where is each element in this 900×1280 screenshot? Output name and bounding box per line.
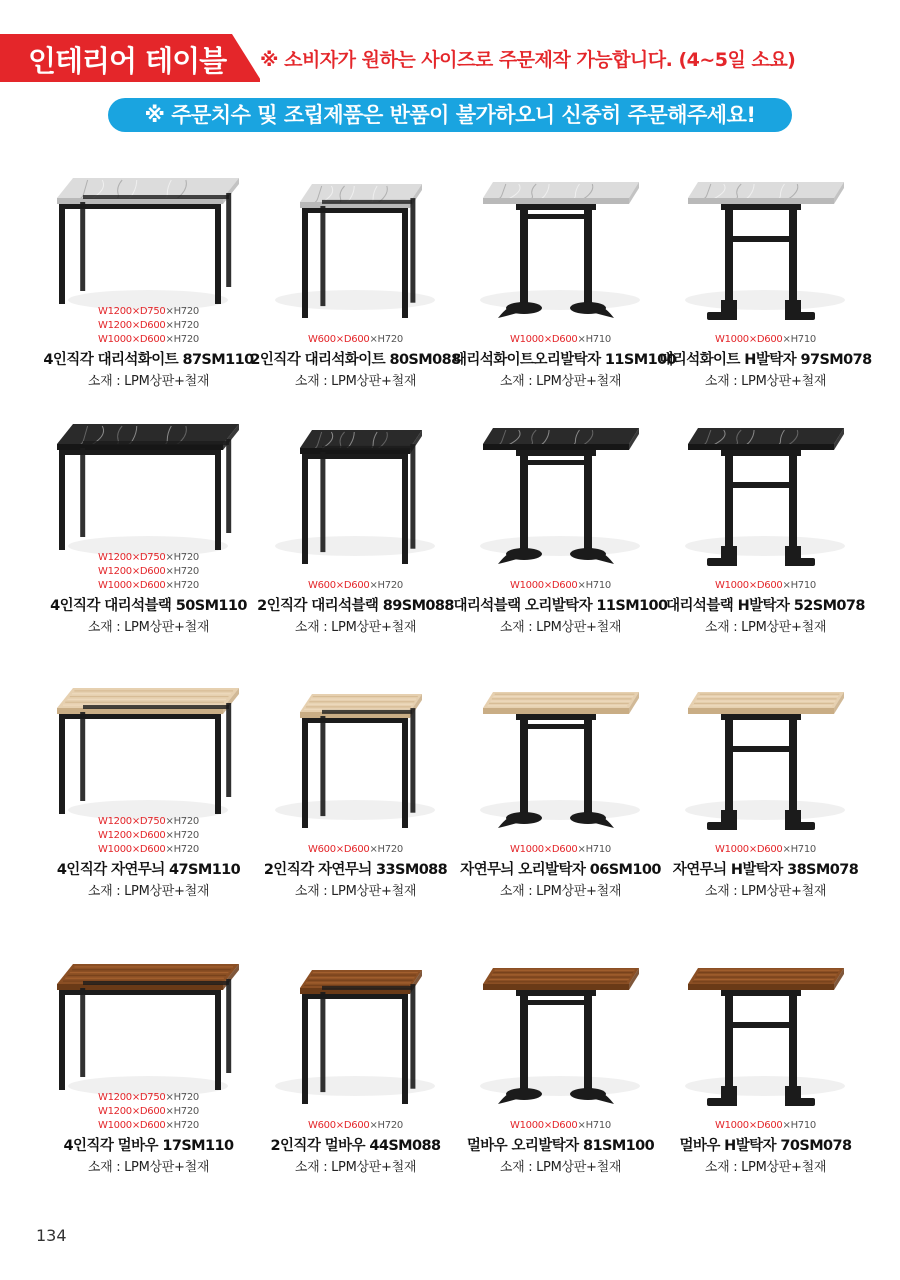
category-title-tab [0, 34, 260, 82]
dimension-height: ×H720 [369, 1120, 403, 1131]
dimension-line [457, 843, 664, 857]
table-illustration [252, 946, 459, 1106]
table-illustration [45, 406, 252, 566]
product-material: 소재 : LPM상판+철재 [294, 884, 417, 899]
steel-frame [59, 703, 231, 814]
dimension-line [662, 1119, 869, 1133]
dimension-height: ×H720 [165, 320, 199, 331]
product-name: 멀바우 오리발탁자 81SM100 [466, 1138, 655, 1154]
table-illustration [252, 160, 459, 320]
product-dimensions [662, 333, 869, 347]
dimension-width-depth: W600×D600 [308, 580, 370, 591]
dimension-width-depth: W1200×D750 [97, 1092, 166, 1103]
dimension-width-depth: W1200×D600 [97, 566, 166, 577]
product-card [457, 946, 664, 1208]
dimension-line [457, 333, 664, 347]
product-name: 4인직각 대리석블랙 50SM110 [50, 598, 247, 614]
floor-shadow [480, 800, 640, 820]
dimension-width-depth: W600×D600 [308, 334, 370, 345]
no-return-banner-text: ※ 주문치수 및 조립제품은 반품이 불가하오니 신중히 주문해주세요! [144, 103, 756, 127]
product-card [453, 406, 668, 668]
table-illustration [457, 160, 664, 320]
dimension-line [45, 579, 252, 593]
table-illustration [252, 670, 459, 830]
dimension-width-depth: W1000×D600 [509, 1120, 578, 1131]
product-name: 2인직각 자연무늬 33SM088 [263, 862, 448, 878]
product-name: 대리석블랙 H발탁자 52SM078 [666, 598, 865, 614]
dimension-width-depth: W1000×D600 [714, 334, 783, 345]
dimension-width-depth: W1000×D600 [509, 580, 578, 591]
dimension-line [45, 1119, 252, 1133]
table-top [688, 692, 844, 714]
product-card [45, 670, 252, 932]
custom-order-note: ※ 소비자가 원하는 사이즈로 주문제작 가능합니다. (4~5일 소요) [260, 49, 796, 71]
table-illustration [662, 946, 869, 1106]
product-card [45, 946, 252, 1208]
table-top [688, 968, 844, 990]
dimension-height: ×H720 [165, 580, 199, 591]
product-material: 소재 : LPM상판+철재 [499, 884, 622, 899]
dimension-line [45, 815, 252, 829]
dimension-height: ×H710 [577, 334, 611, 345]
product-card [659, 160, 872, 422]
product-dimensions [45, 551, 252, 593]
product-material: 소재 : LPM상판+철재 [499, 1160, 622, 1175]
dimension-width-depth: W1200×D600 [97, 1106, 166, 1117]
dimension-line [252, 579, 459, 593]
dimension-height: ×H720 [165, 334, 199, 345]
product-dimensions [252, 579, 459, 593]
floor-shadow [685, 536, 845, 556]
dimension-line [252, 1119, 459, 1133]
product-name: 2인직각 멀바우 44SM088 [270, 1138, 441, 1154]
product-dimensions [252, 1119, 459, 1133]
dimension-line [662, 579, 869, 593]
dimension-line [252, 843, 459, 857]
product-material: 소재 : LPM상판+철재 [704, 1160, 827, 1175]
product-name: 대리석화이트 H발탁자 97SM078 [659, 352, 872, 368]
product-dimensions [457, 333, 664, 347]
dimension-line [457, 1119, 664, 1133]
dimension-height: ×H710 [577, 580, 611, 591]
product-material: 소재 : LPM상판+철재 [294, 374, 417, 389]
dimension-height: ×H720 [165, 1120, 199, 1131]
product-dimensions [252, 843, 459, 857]
dimension-line [45, 305, 252, 319]
table-top [300, 694, 422, 718]
table-top [688, 182, 844, 204]
product-material: 소재 : LPM상판+철재 [87, 620, 210, 635]
dimension-height: ×H720 [165, 552, 199, 563]
dimension-height: ×H710 [782, 844, 816, 855]
table-top [300, 184, 422, 208]
table-illustration [457, 946, 664, 1106]
dimension-height: ×H720 [165, 844, 199, 855]
product-dimensions [45, 1091, 252, 1133]
dimension-line [45, 1091, 252, 1105]
dimension-width-depth: W1000×D600 [97, 844, 166, 855]
product-dimensions [457, 843, 664, 857]
category-title: 인테리어 테이블 [28, 44, 227, 78]
dimension-height: ×H710 [577, 1120, 611, 1131]
floor-shadow [685, 1076, 845, 1096]
product-name: 4인직각 멀바우 17SM110 [63, 1138, 234, 1154]
table-top [300, 970, 422, 994]
dimension-height: ×H720 [165, 1106, 199, 1117]
product-material: 소재 : LPM상판+철재 [499, 620, 622, 635]
dimension-width-depth: W1200×D750 [97, 552, 166, 563]
product-material: 소재 : LPM상판+철재 [704, 620, 827, 635]
table-illustration [45, 946, 252, 1106]
dimension-height: ×H710 [782, 580, 816, 591]
dimension-width-depth: W1000×D600 [97, 1120, 166, 1131]
product-card [662, 946, 869, 1208]
product-card [457, 670, 664, 932]
dimension-line [45, 333, 252, 347]
product-dimensions [457, 1119, 664, 1133]
product-name: 4인직각 자연무늬 47SM110 [56, 862, 241, 878]
table-top [57, 964, 239, 990]
dimension-width-depth: W1000×D600 [509, 334, 578, 345]
dimension-line [662, 333, 869, 347]
floor-shadow [480, 290, 640, 310]
table-top [57, 178, 239, 204]
dimension-line [457, 579, 664, 593]
product-name: 4인직각 대리석화이트 87SM110 [43, 352, 254, 368]
steel-frame [59, 439, 231, 550]
dimension-height: ×H720 [369, 844, 403, 855]
dimension-line [45, 843, 252, 857]
dimension-line [45, 551, 252, 565]
dimension-width-depth: W600×D600 [308, 1120, 370, 1131]
dimension-height: ×H720 [165, 1092, 199, 1103]
table-top [688, 428, 844, 450]
product-dimensions [662, 579, 869, 593]
table-top [57, 688, 239, 714]
dimension-height: ×H720 [165, 830, 199, 841]
product-material: 소재 : LPM상판+철재 [499, 374, 622, 389]
table-illustration [457, 406, 664, 566]
table-top [300, 430, 422, 454]
table-top [483, 182, 639, 204]
product-name: 2인직각 대리석블랙 89SM088 [257, 598, 454, 614]
product-material: 소재 : LPM상판+철재 [294, 1160, 417, 1175]
steel-frame [59, 979, 231, 1090]
dimension-width-depth: W1000×D600 [509, 844, 578, 855]
dimension-height: ×H720 [165, 566, 199, 577]
product-dimensions [457, 579, 664, 593]
dimension-line [45, 1105, 252, 1119]
table-top [483, 692, 639, 714]
table-illustration [662, 670, 869, 830]
product-name: 대리석화이트오리발탁자 11SM100 [453, 352, 677, 368]
dimension-line [45, 319, 252, 333]
product-card [45, 406, 252, 668]
product-name: 2인직각 대리석화이트 80SM088 [250, 352, 461, 368]
product-card [252, 946, 459, 1208]
dimension-width-depth: W1200×D600 [97, 320, 166, 331]
table-illustration [662, 160, 869, 320]
dimension-height: ×H720 [165, 306, 199, 317]
dimension-width-depth: W1000×D600 [714, 844, 783, 855]
dimension-width-depth: W1000×D600 [714, 1120, 783, 1131]
dimension-width-depth: W1200×D750 [97, 816, 166, 827]
table-illustration [252, 406, 459, 566]
dimension-height: ×H720 [369, 334, 403, 345]
dimension-height: ×H720 [369, 580, 403, 591]
floor-shadow [685, 800, 845, 820]
steel-frame [59, 193, 231, 304]
dimension-height: ×H710 [782, 334, 816, 345]
table-top [57, 424, 239, 450]
product-material: 소재 : LPM상판+철재 [294, 620, 417, 635]
dimension-height: ×H720 [165, 816, 199, 827]
floor-shadow [685, 290, 845, 310]
product-card [252, 670, 459, 932]
dimension-height: ×H710 [577, 844, 611, 855]
product-material: 소재 : LPM상판+철재 [704, 374, 827, 389]
dimension-line [662, 843, 869, 857]
product-name: 자연무늬 오리발탁자 06SM100 [460, 862, 661, 878]
dimension-width-depth: W1000×D600 [97, 334, 166, 345]
table-illustration [662, 406, 869, 566]
table-top [483, 428, 639, 450]
product-card [252, 406, 459, 668]
dimension-line [45, 565, 252, 579]
product-card [252, 160, 459, 422]
product-dimensions [45, 305, 252, 347]
no-return-banner [108, 98, 792, 132]
dimension-width-depth: W1000×D600 [714, 580, 783, 591]
dimension-width-depth: W600×D600 [308, 844, 370, 855]
table-illustration [45, 160, 252, 320]
product-material: 소재 : LPM상판+철재 [87, 374, 210, 389]
product-dimensions [662, 843, 869, 857]
product-material: 소재 : LPM상판+철재 [704, 884, 827, 899]
dimension-width-depth: W1200×D600 [97, 830, 166, 841]
product-dimensions [45, 815, 252, 857]
dimension-height: ×H710 [782, 1120, 816, 1131]
dimension-line [252, 333, 459, 347]
floor-shadow [480, 536, 640, 556]
product-material: 소재 : LPM상판+철재 [87, 884, 210, 899]
product-grid [45, 160, 875, 1210]
dimension-width-depth: W1200×D750 [97, 306, 166, 317]
floor-shadow [480, 1076, 640, 1096]
product-name: 멀바우 H발탁자 70SM078 [679, 1138, 852, 1154]
product-material: 소재 : LPM상판+철재 [87, 1160, 210, 1175]
product-card [453, 160, 677, 422]
product-dimensions [252, 333, 459, 347]
page-number: 134 [36, 1226, 67, 1245]
product-card [662, 406, 869, 668]
product-name: 자연무늬 H발탁자 38SM078 [672, 862, 859, 878]
product-card [662, 670, 869, 932]
table-illustration [45, 670, 252, 830]
product-name: 대리석블랙 오리발탁자 11SM100 [453, 598, 668, 614]
table-illustration [457, 670, 664, 830]
dimension-line [45, 829, 252, 843]
dimension-width-depth: W1000×D600 [97, 580, 166, 591]
product-dimensions [662, 1119, 869, 1133]
table-top [483, 968, 639, 990]
product-card [45, 160, 252, 422]
